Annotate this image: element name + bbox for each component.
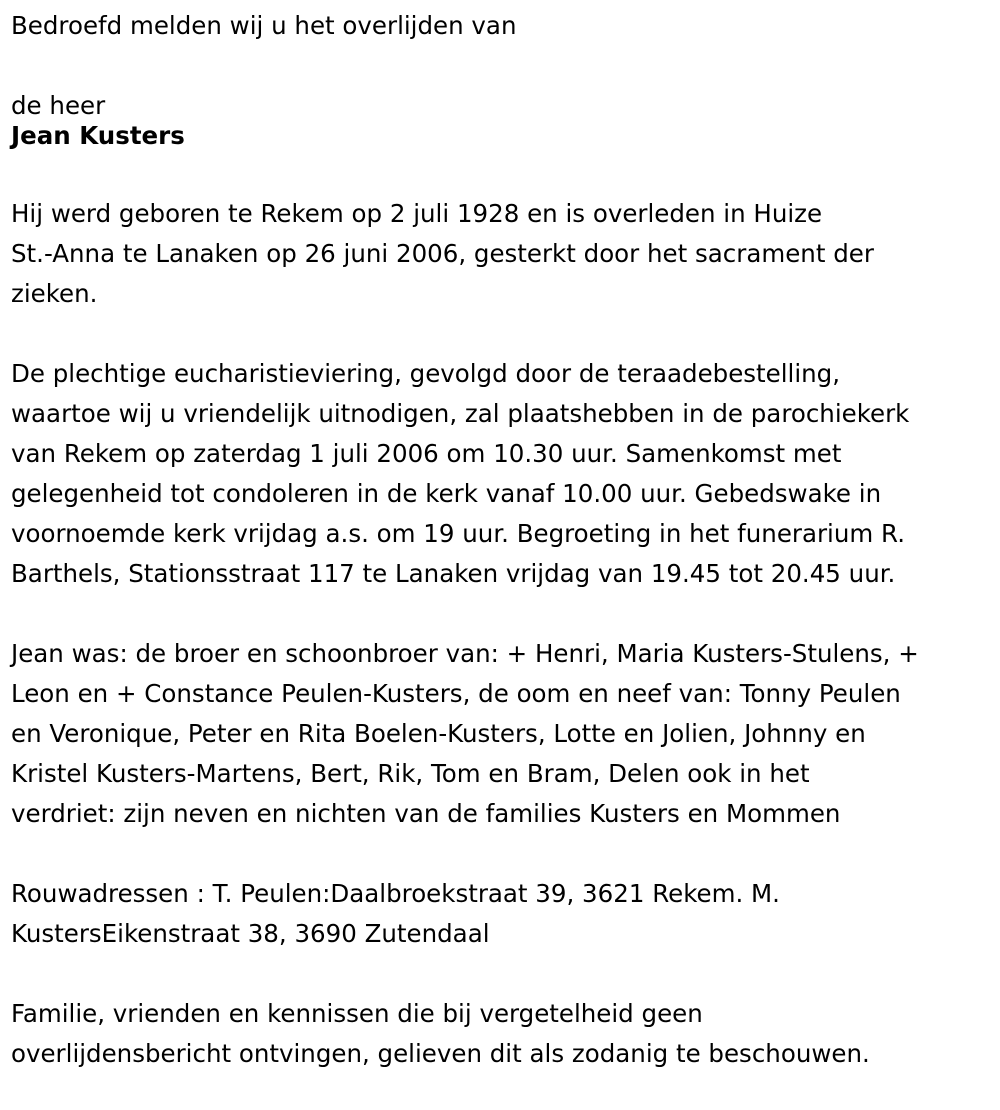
spacer [11,162,991,194]
salutation-text: de heer [11,91,106,120]
spacer [11,954,991,994]
closing-paragraph [11,994,991,1074]
ceremony-paragraph [11,354,991,594]
paragraph-line: overlijdensbericht ontvingen, gelieven dit als zodanig te beschouwen. [11,1039,870,1068]
paragraph-line: gelegenheid tot condoleren in de kerk vanaf 10.00 uur. Gebedswake in [11,479,882,508]
spacer [11,314,991,354]
paragraph-line: Hij werd geboren te Rekem op 2 juli 1928 en is overleden in Huize [11,199,823,228]
paragraph-line: KustersEikenstraat 38, 3690 Zutendaal [11,919,490,948]
paragraph-line: en Veronique, Peter en Rita Boelen-Kusters, Lotte en Jolien, Johnny en [11,719,866,748]
paragraph-line: Rouwadressen : T. Peulen:Daalbroekstraat 39, 3621 Rekem. M. [11,879,780,908]
address-paragraph [11,874,991,954]
paragraph-line: De plechtige eucharistieviering, gevolgd door de teraadebestelling, [11,359,841,388]
paragraph-line: St.-Anna te Lanaken op 26 juni 2006, gesterkt door het sacrament der [11,239,874,268]
paragraph-line: waartoe wij u vriendelijk uitnodigen, zal plaatshebben in de parochiekerk [11,399,910,428]
paragraph-line: Jean was: de broer en schoonbroer van: + Henri, Maria Kusters-Stulens, + [11,639,919,668]
intro-text: Bedroefd melden wij u het overlijden van [11,11,517,40]
deceased-name: Jean Kusters [11,121,185,150]
paragraph-line: voornoemde kerk vrijdag a.s. om 19 uur. Begroeting in het funerarium R. [11,519,905,548]
spacer [11,834,991,874]
obituary-notice [11,6,991,1074]
family-paragraph [11,634,991,834]
paragraph-line: Leon en + Constance Peulen-Kusters, de oom en neef van: Tonny Peulen [11,679,901,708]
paragraph-line: zieken. [11,279,98,308]
spacer [11,46,991,86]
paragraph-line: Familie, vrienden en kennissen die bij vergetelheid geen [11,999,703,1028]
birth-paragraph [11,194,991,314]
spacer [11,594,991,634]
paragraph-line: verdriet: zijn neven en nichten van de families Kusters en Mommen [11,799,841,828]
paragraph-line: Barthels, Stationsstraat 117 te Lanaken vrijdag van 19.45 tot 20.45 uur. [11,559,896,588]
paragraph-line: Kristel Kusters-Martens, Bert, Rik, Tom en Bram, Delen ook in het [11,759,810,788]
paragraph-line: van Rekem op zaterdag 1 juli 2006 om 10.30 uur. Samenkomst met [11,439,842,468]
